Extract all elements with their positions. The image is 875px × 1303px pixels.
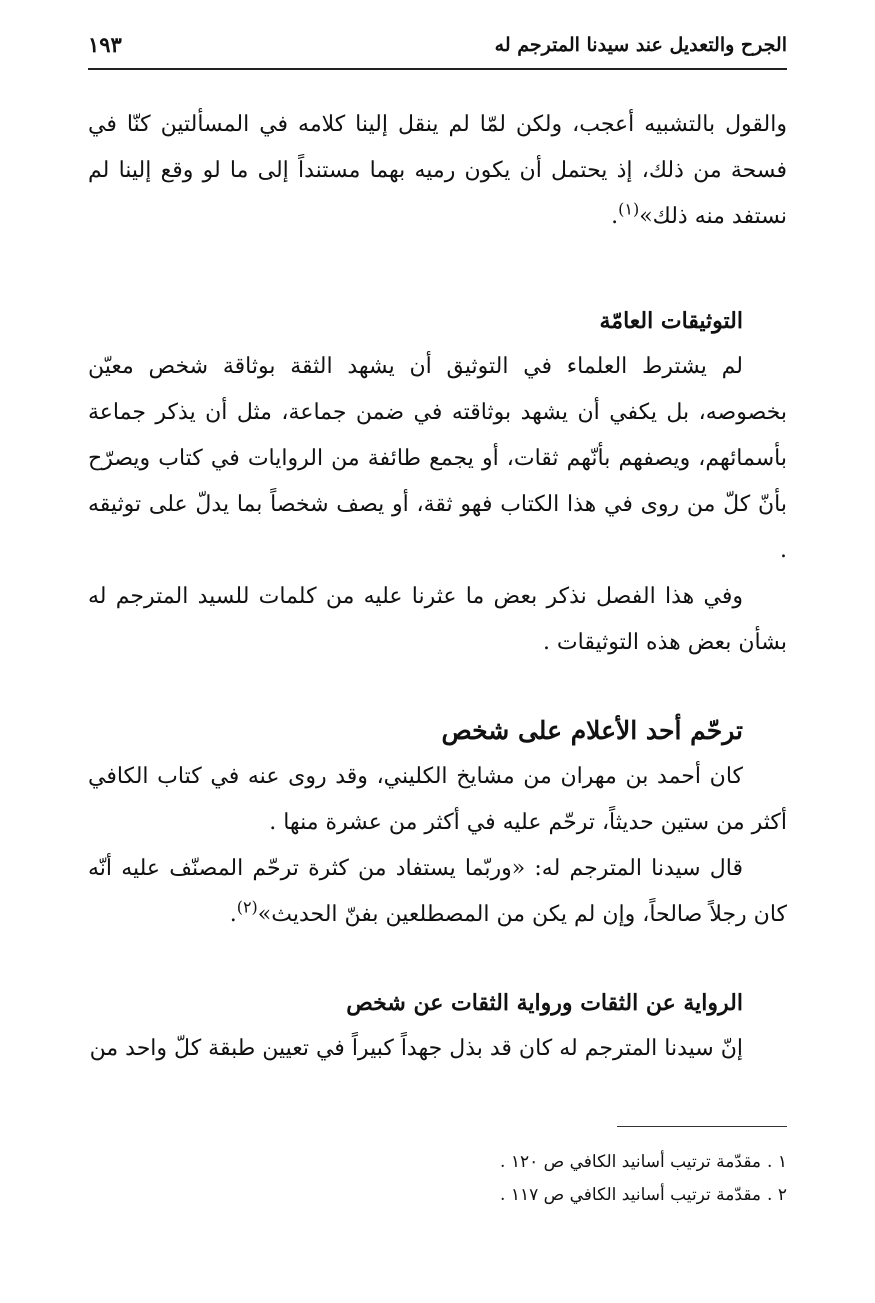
section-spacer — [88, 240, 787, 298]
page-number: ١٩٣ — [88, 32, 122, 57]
page-body — [88, 102, 787, 1072]
footnote-number: ٢ . — [767, 1185, 787, 1205]
quotation-period: . — [229, 902, 237, 927]
footnote-reference-2: (٢) — [236, 897, 258, 917]
footnote-item-2 — [88, 1179, 787, 1212]
footnote-reference-1: (١) — [618, 199, 640, 219]
ahmad-bin-mahran-paragraph: كان أحمد بن مهران من مشايخ الكليني، وقد روى عنه في كتاب الكافي أكثر من ستين حديثاً، ترحّم عليه في أكثر من عشرة منها . — [88, 764, 787, 835]
continued-paragraph-text: والقول بالتشبيه أعجب، ولكن لمّا لم ينقل إلينا كلامه في المسألتين كنّا في فسحة من ذلك، إذ يحتمل أن يكون رميه بهما مستنداً إلى ما لو وقع إلينا لم نستفد منه ذلك» — [88, 112, 787, 229]
section-heading-general-authentications: التوثيقات العامّة — [599, 308, 743, 334]
quotation-text: قال سيدنا المترجم له: «وربّما يستفاد من كثرة ترحّم المصنّف عليه أنّه كان رجلاً صالحاً، وإن لم يكن من المصطلعين بفنّ الحديث» — [88, 856, 787, 927]
footnote-separator — [617, 1126, 787, 1127]
section-spacer — [88, 666, 787, 708]
running-title: الجرح والتعديل عند سيدنا المترجم له — [494, 34, 787, 56]
footnote-list — [88, 1146, 787, 1212]
general-authentication-paragraph: لم يشترط العلماء في التوثيق أن يشهد الثقة بوثاقة شخص معيّن بخصوصه، بل يكفي أن يشهد بوثاقته في ضمن جماعة، مثل أن يذكر جماعة بأسمائهم، ويصفهم بأنّهم ثقات، أو يجمع طائفة من الروايات في كتاب ويصرّح بأنّ كلّ من روى في هذا الكتاب فهو ثقة، أو يصف شخصاً بما يدلّ على توثيقه . — [88, 354, 787, 563]
footnote-number: ١ . — [767, 1152, 787, 1172]
footnote-item-1 — [88, 1146, 787, 1179]
reliable-narrators-paragraph: إنّ سيدنا المترجم له كان قد بذل جهداً كبيراً في تعيين طبقة كلّ واحد من — [89, 1036, 743, 1061]
section-spacer — [88, 938, 787, 980]
section-heading-scholar-mercy: ترحّم أحد الأعلام على شخص — [441, 716, 743, 745]
continued-paragraph — [88, 102, 787, 240]
running-header — [88, 28, 787, 70]
footnote-text: مقدّمة ترتيب أسانيد الكافي ص ١١٧ . — [500, 1185, 762, 1205]
chapter-scope-paragraph: وفي هذا الفصل نذكر بعض ما عثرنا عليه من كلمات للسيد المترجم له بشأن بعض هذه التوثيقات . — [88, 584, 787, 655]
section-heading-reliable-narrators: الرواية عن الثقات ورواية الثقات عن شخص — [346, 990, 743, 1016]
footnotes — [88, 1126, 787, 1236]
footnote-text: مقدّمة ترتيب أسانيد الكافي ص ١٢٠ . — [500, 1152, 762, 1172]
quotation-paragraph — [88, 846, 787, 938]
continued-paragraph-period: . — [611, 204, 619, 229]
